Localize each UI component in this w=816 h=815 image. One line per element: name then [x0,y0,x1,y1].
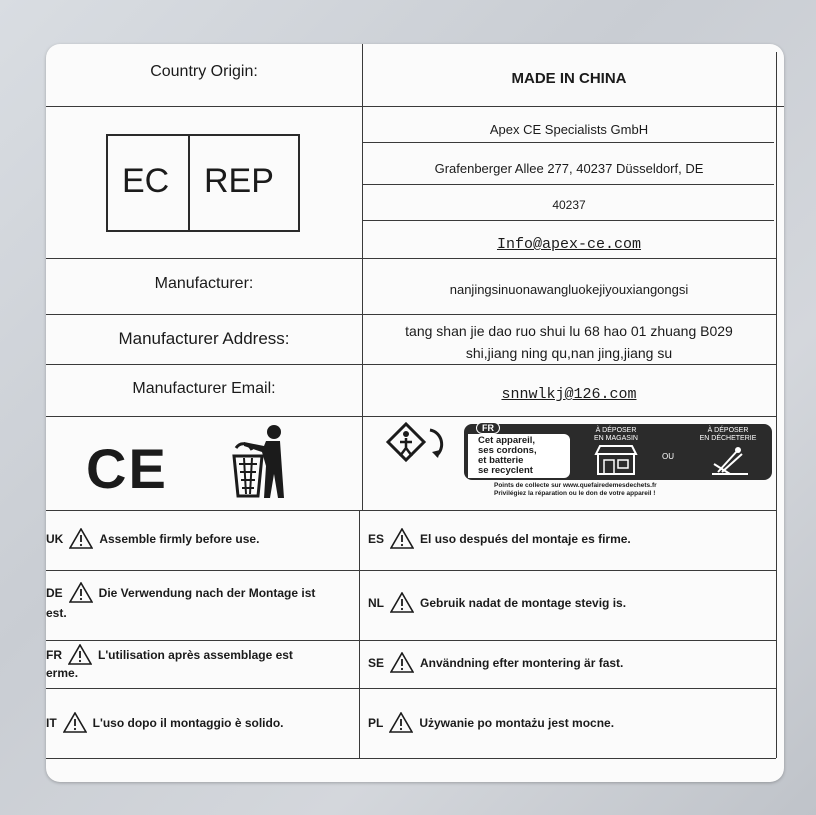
lang-code: DE [46,585,63,600]
warning-icon [390,652,414,673]
warning-uk [46,528,259,549]
warning-icon [69,528,93,549]
divider [46,106,784,107]
product-label [46,44,784,782]
warning-es [368,528,631,549]
manufacturer-value: nanjingsinuonawangluokejiyouxiangongsi [449,282,689,297]
recycle-line: Cet appareil, [478,435,536,446]
lang-code: PL [368,715,384,730]
dump-label-line: À DÉPOSER [707,427,749,434]
dump-label-line: EN DÉCHETERIE [699,435,757,442]
manufacturer-address-line1: tang shan jie dao ruo shui lu 68 hao 01 zhuang B029 [405,323,733,339]
warning-text: L'utilisation après assemblage est [98,647,293,662]
warning-text-cont: est. [46,606,67,620]
divider [362,184,774,185]
divider [46,640,776,641]
shop-label [574,427,658,443]
warning-text: Gebruik nadat de montage stevig is. [420,595,627,610]
lang-code: NL [368,595,384,610]
recycle-footnote-2: Privilégiez la réparation ou le don de votre appareil ! [494,490,656,497]
warning-icon [68,644,92,665]
warning-text: El uso después del montaje es firme. [420,531,631,546]
shop-label-line: À DÉPOSER [595,427,637,434]
ec-rep-email[interactable]: Info@apex-ce.com [496,236,642,253]
ec-rep-company: Apex CE Specialists GmbH [489,122,649,137]
or-label: OU [662,452,674,461]
recycle-line: ses cordons, [478,445,537,456]
warning-nl [368,592,626,613]
divider [46,416,776,417]
warning-se [368,652,623,673]
divider [362,44,363,510]
ec-rep-right: REP [204,162,274,200]
warning-de [46,582,315,603]
recycle-line: se recyclent [478,465,533,476]
ce-mark: CE [86,437,168,500]
lang-code: SE [368,655,385,670]
lang-code: UK [46,531,64,546]
warning-icon [63,712,87,733]
divider [46,570,776,571]
ec-rep-address: Grafenberger Allee 277, 40237 Düsseldorf, DE [434,161,704,176]
dump-label [684,427,772,443]
shop-label-line: EN MAGASIN [594,435,638,442]
ec-rep-postcode: 40237 [552,198,586,212]
divider [776,52,777,758]
divider [359,510,360,758]
ec-rep-left: EC [122,162,170,200]
warning-text: Användning efter montering är fast. [420,655,624,670]
recycle-text-box [468,434,570,478]
warning-pl [368,712,614,733]
warning-icon [389,712,413,733]
divider [46,758,776,759]
lang-code: FR [46,647,62,662]
divider [362,220,774,221]
divider [46,258,776,259]
divider [46,314,776,315]
recycle-footnote-1: Points de collecte sur www.quefairedemesdechets.fr [494,482,657,489]
shop-icon [594,444,638,476]
divider [46,688,776,689]
divider [46,364,776,365]
country-origin-label: Country Origin: [150,63,258,80]
divider [362,142,774,143]
manufacturer-address-line2: shi,jiang ning qu,nan jing,jiang su [465,345,673,361]
ec-rep-symbol [106,134,300,232]
warning-text: Die Verwendung nach der Montage ist [98,585,316,600]
manufacturer-email-label: Manufacturer Email: [132,380,276,397]
warning-fr [46,644,293,665]
lang-code: IT [46,715,57,730]
triman-icon [382,418,452,468]
warning-text-cont: erme. [46,666,79,680]
dump-icon [708,444,752,476]
warning-text: Używanie po montażu jest mocne. [419,715,615,730]
warning-text: L'uso dopo il montaggio è solido. [92,715,284,730]
warning-icon [69,582,93,603]
divider [46,510,776,511]
lang-code: ES [368,531,385,546]
fr-badge: FR [476,422,500,434]
recycle-line: et batterie [478,455,524,466]
manufacturer-label: Manufacturer: [154,275,254,292]
warning-icon [390,592,414,613]
manufacturer-address-label: Manufacturer Address: [118,329,290,348]
warning-icon [390,528,414,549]
country-origin-value: MADE IN CHINA [511,70,627,87]
warning-text: Assemble firmly before use. [99,531,260,546]
manufacturer-email-value[interactable]: snnwlkj@126.com [501,386,637,403]
bin-icon [222,422,292,502]
warning-it [46,712,284,733]
recycle-info-panel [464,424,772,480]
